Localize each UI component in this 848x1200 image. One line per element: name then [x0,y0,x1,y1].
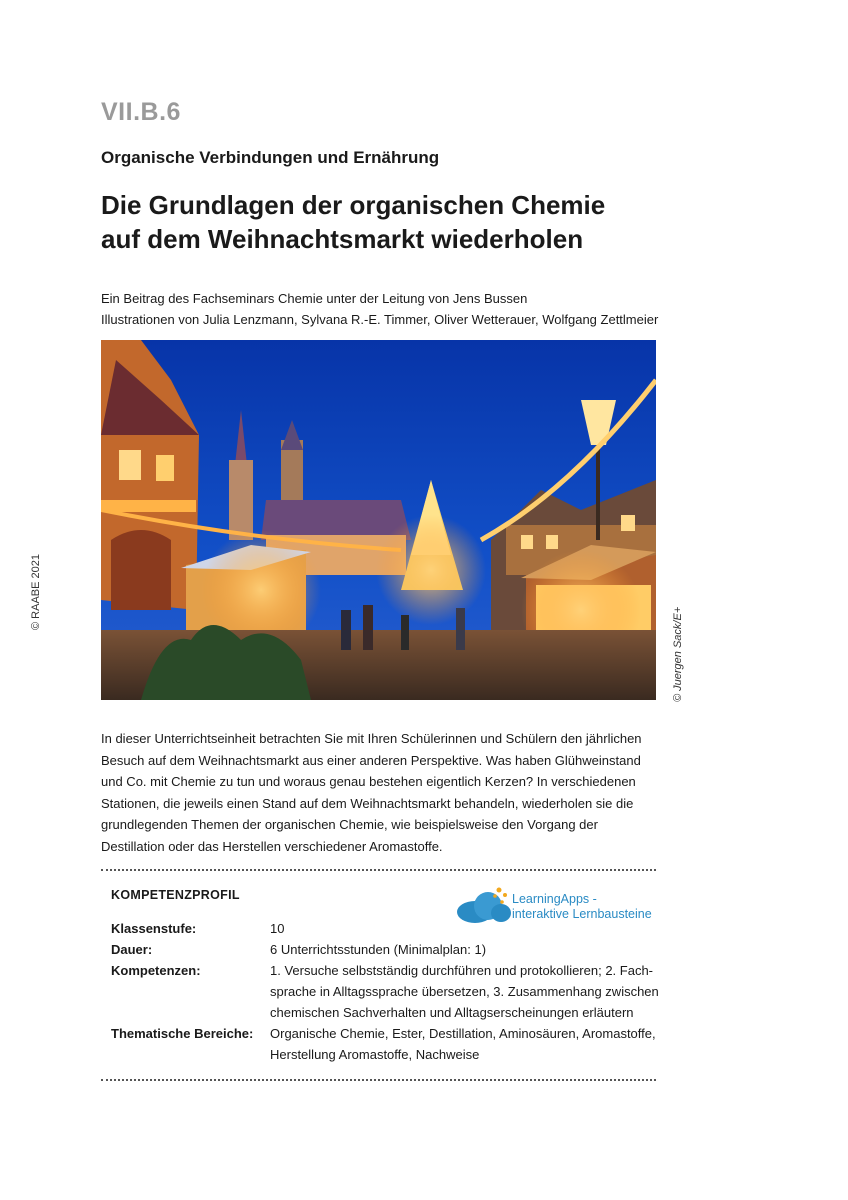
section-code: VII.B.6 [101,98,181,126]
label-dauer: Dauer: [111,942,153,957]
intro-paragraph: In dieser Unterrichtseinheit betrachten Sie mit Ihren Schülerinnen und Schülern den jährlichen Besuch auf dem Weihnachtsmarkt aus einer anderen Perspektive. Was haben Glühweinstand und Co. mit Chemie zu tun und woraus genau bestehen eigentlich Kerzen? In verschiedenen Stationen, die jeweils einen Stand auf dem Weihnachtsmarkt behandeln, wiederholen sie die grundlegenden Themen der organischen Chemie, wie beispielsweise den Vorgang der Destillation oder das Herstellen verschiedener Aromastoffe. [101,731,642,854]
value-thematische-bereiche: Organische Chemie, Ester, Destillation, Aminosäuren, Aromastoffe, Herstellung Aromastoffe, Nachweise [270,1026,656,1062]
chapter-subtitle: Organische Verbindungen und Ernährung [101,148,440,167]
logo-text-line-2: interaktive Lernbausteine [512,907,652,921]
page-title [101,188,605,256]
logo-text-line-1: LearningApps - [512,892,597,906]
profile-heading: KOMPETENZPROFIL [111,888,240,902]
bottom-divider [101,1079,656,1081]
value-kompetenzen: 1. Versuche selbstständig durchführen und protokollieren; 2. Fach-sprache in Alltagssprache übersetzen, 3. Zusammenhang zwischen chemischen Sachverhalten und Alltagserscheinungen erläutern [270,963,659,1020]
photo-credit: © Juergen Sack/E+ [672,606,684,702]
top-divider [101,869,656,871]
author-credits [101,288,658,330]
value-klassenstufe: 10 [270,921,285,936]
label-kompetenzen: Kompetenzen: [111,963,201,978]
title-line-1: Die Grundlagen der organischen Chemie [101,190,606,220]
value-dauer: 6 Unterrichtsstunden (Minimalplan: 1) [270,942,487,957]
christmas-market-photo [101,340,656,700]
credits-line-2: Illustrationen von Julia Lenzmann, Sylvana R.-E. Timmer, Oliver Wetterauer, Wolfgang Zettlmeier [101,312,659,327]
label-klassenstufe: Klassenstufe: [111,921,197,936]
title-line-2: auf dem Weihnachtsmarkt wiederholen [101,224,584,254]
side-copyright: © RAABE 2021 [30,554,42,630]
credits-line-1: Ein Beitrag des Fachseminars Chemie unter der Leitung von Jens Bussen [101,291,528,306]
label-thematische-bereiche: Thematische Bereiche: [111,1026,254,1041]
